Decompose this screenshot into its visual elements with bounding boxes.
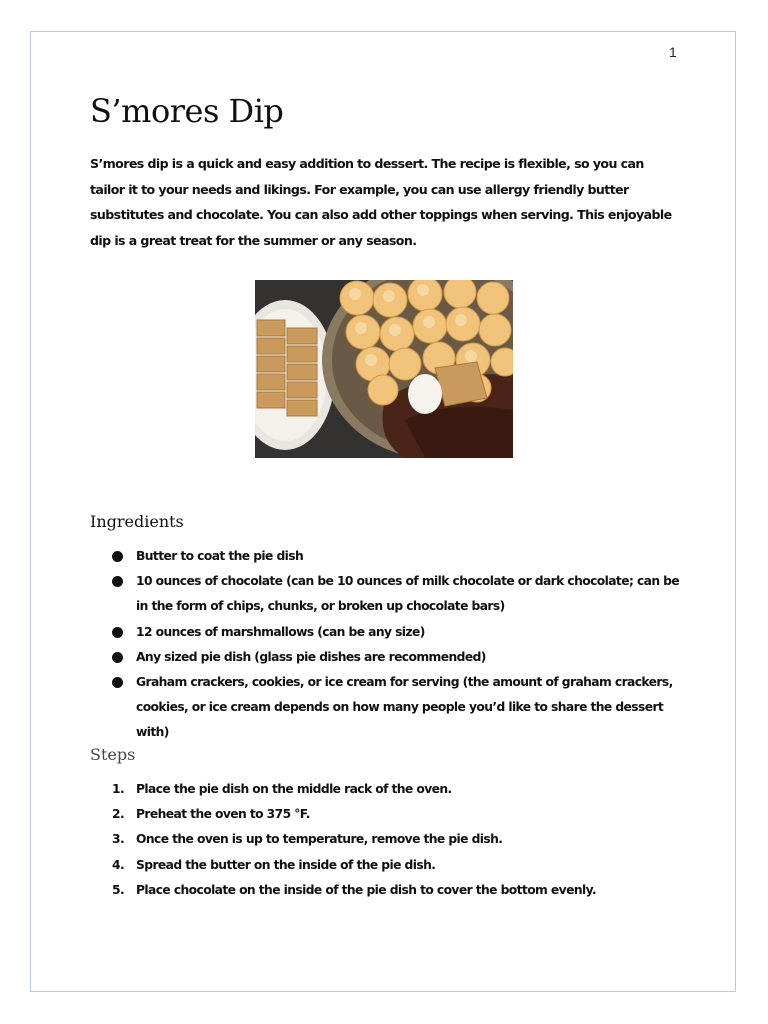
intro-paragraph: S’mores dip is a quick and easy addition to dessert. The recipe is flexible, so you can tailor it to your needs and likings. For example, you can use allergy friendly butter substitutes and chocolate. You can also add other toppings when serving. This enjoyable dip is a great treat for the summer or any season. (90, 156, 672, 248)
bullet-icon (112, 652, 123, 663)
step-number: 5. (112, 882, 125, 897)
steps-list (90, 777, 690, 903)
step-number: 4. (112, 857, 125, 872)
list-item: 10 ounces of chocolate (can be 10 ounces of milk chocolate or dark chocolate; can be in the form of chips, chunks, or broken up chocolate bars) (90, 569, 690, 619)
steps-heading: Steps (90, 745, 136, 764)
smores-dip-photo (255, 280, 513, 458)
bullet-icon (112, 576, 123, 587)
bullet-icon (112, 677, 123, 688)
step-number: 2. (112, 807, 125, 822)
list-item: 2. Preheat the oven to 375 °F. (90, 802, 690, 827)
list-item: Graham crackers, cookies, or ice cream for serving (the amount of graham crackers, cookies, or ice cream depends on how many people you’d like to share the dessert with) (90, 670, 690, 746)
bullet-icon (112, 551, 123, 562)
list-item: Any sized pie dish (glass pie dishes are recommended) (90, 645, 690, 670)
list-item: 4. Spread the butter on the inside of the pie dish. (90, 853, 690, 878)
step-number: 1. (112, 782, 125, 796)
bullet-icon (112, 627, 123, 638)
list-item: Butter to coat the pie dish (90, 544, 690, 569)
list-item: 1. Place the pie dish on the middle rack of the oven. (90, 777, 690, 802)
ingredients-list (90, 544, 690, 746)
ingredients-heading: Ingredients (90, 512, 184, 531)
recipe-title: S’mores Dip (90, 92, 284, 130)
list-item: 12 ounces of marshmallows (can be any size) (90, 620, 690, 645)
step-number: 3. (112, 832, 125, 847)
page-number: 1 (669, 44, 677, 60)
list-item: 3. Once the oven is up to temperature, remove the pie dish. (90, 827, 690, 852)
list-item: 5. Place chocolate on the inside of the pie dish to cover the bottom evenly. (90, 878, 690, 903)
